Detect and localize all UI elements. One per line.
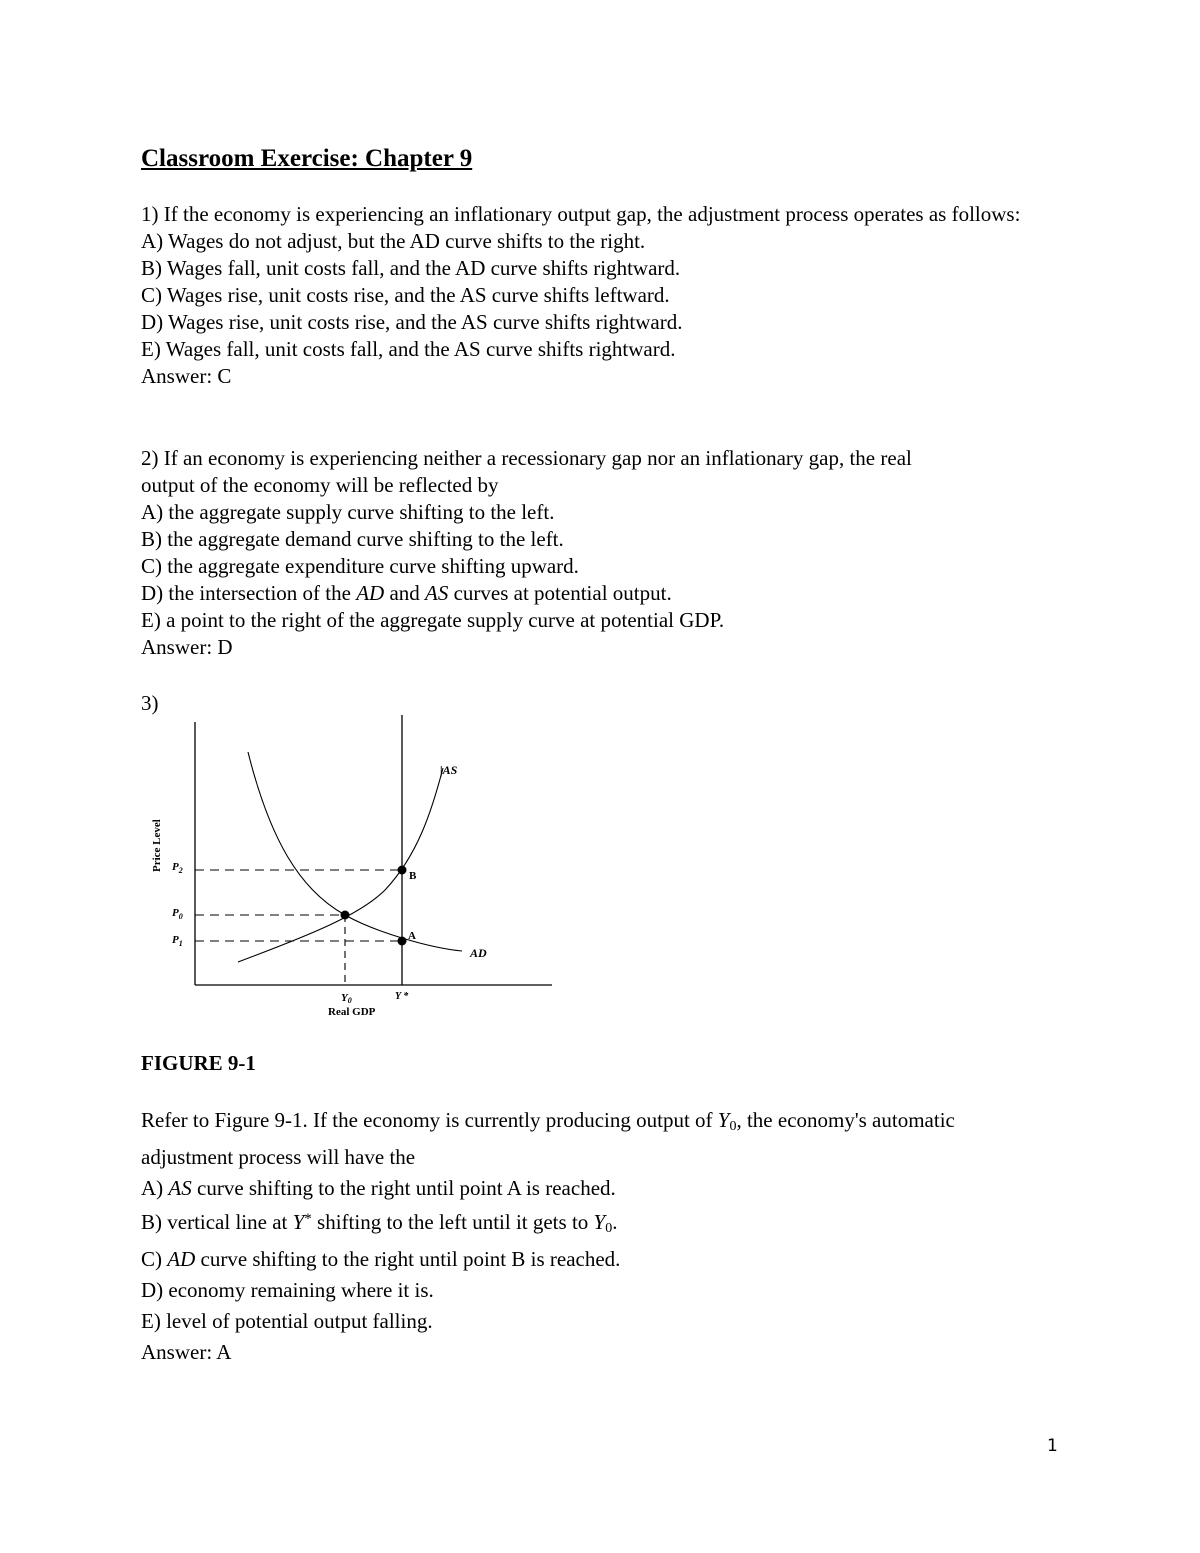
figure-caption: FIGURE 9-1	[141, 1051, 256, 1075]
point-b-label: B	[409, 870, 417, 882]
as-curve-label: |AS	[440, 763, 458, 777]
question-stem-line-2: output of the economy will be reflected by	[141, 473, 499, 497]
y0-label: Y0	[341, 992, 352, 1005]
option-c: C) Wages rise, unit costs rise, and the AS curve shifts leftward.	[141, 283, 670, 307]
question-2	[141, 445, 1071, 661]
option-d: D) Wages rise, unit costs rise, and the AS curve shifts rightward.	[141, 310, 683, 334]
option-e: E) level of potential output falling.	[141, 1309, 433, 1333]
option-a: A) AS curve shifting to the right until point A is reached.	[141, 1176, 616, 1200]
answer: Answer: A	[141, 1340, 232, 1364]
answer: Answer: C	[141, 364, 232, 388]
option-a: A) the aggregate supply curve shifting to the left.	[141, 500, 555, 524]
option-b: B) Wages fall, unit costs fall, and the AD curve shifts rightward.	[141, 256, 681, 280]
option-b: B) the aggregate demand curve shifting to the left.	[141, 527, 564, 551]
question-stem: Refer to Figure 9-1. If the economy is currently producing output of $Y_0$, the economy's automatic adjustment process will have the	[141, 1108, 955, 1169]
point-a-label: A	[408, 930, 416, 942]
question-3	[141, 1105, 1071, 1368]
point-b-marker	[398, 866, 407, 875]
option-c: C) AD curve shifting to the right until point B is reached.	[141, 1247, 621, 1271]
ad-curve	[248, 752, 462, 951]
x-axis-label: Real GDP	[328, 1006, 376, 1018]
p1-label: $P_1$	[172, 934, 183, 948]
question-stem: 1) If the economy is experiencing an inflationary output gap, the adjustment process operates as follows:	[141, 202, 1021, 226]
figure-9-1	[140, 712, 560, 1027]
page-number: 1	[1047, 1436, 1058, 1456]
question-1	[141, 201, 1071, 390]
option-a: A) Wages do not adjust, but the AD curve shifts to the right.	[141, 229, 646, 253]
option-c: C) the aggregate expenditure curve shifting upward.	[141, 554, 579, 578]
question-3-number: 3)	[141, 691, 159, 715]
point-a-marker	[398, 937, 407, 946]
question-stem-line-1: 2) If an economy is experiencing neither a recessionary gap nor an inflationary gap, the real	[141, 446, 912, 470]
p2-label: $P_2$	[172, 861, 183, 875]
y-axis-label: Price Level	[151, 819, 163, 872]
p0-label: $P_0$	[172, 907, 183, 921]
ad-curve-label: AD	[470, 946, 487, 960]
option-d: D) economy remaining where it is.	[141, 1278, 434, 1302]
point-e0-marker	[341, 911, 350, 920]
page-title: Classroom Exercise: Chapter 9	[141, 145, 473, 172]
option-e: E) a point to the right of the aggregate supply curve at potential GDP.	[141, 608, 725, 632]
answer: Answer: D	[141, 635, 233, 659]
option-e: E) Wages fall, unit costs fall, and the AS curve shifts rightward.	[141, 337, 676, 361]
option-d: D) the intersection of the AD and AS curves at potential output.	[141, 581, 672, 605]
option-b: B) vertical line at Y* shifting to the left until it gets to $Y_0$.	[141, 1210, 618, 1236]
ystar-label: Y *	[395, 991, 409, 1002]
